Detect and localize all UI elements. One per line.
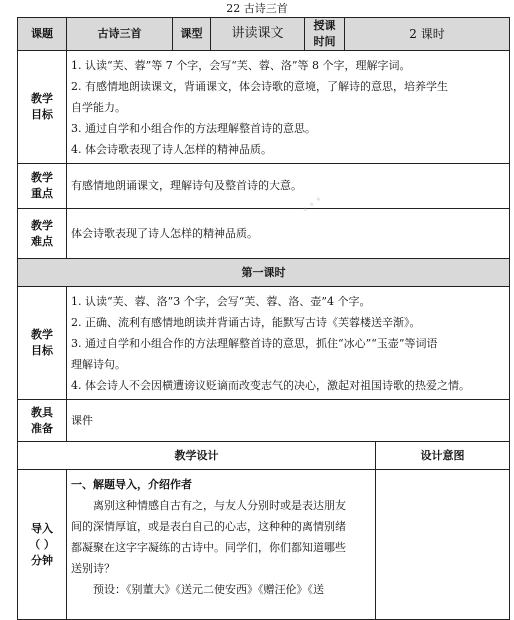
intro-heading: 一、解题导入，介绍作者: [71, 478, 192, 491]
intro-line: 离别这种情感自古有之，与友人分别时或是表达朋友: [93, 499, 346, 512]
hours-value: 2 课时: [345, 18, 510, 51]
goal-line: 4. 体会诗人不会因横遭谤议贬谪而改变志气的决心，激起对祖国诗歌的热爱之情。: [71, 378, 470, 392]
goal-line: 2. 正确、流利有感情地朗读并背诵古诗，能默写古诗《芙蓉楼送辛渐》。: [71, 315, 421, 329]
subject-label: 课题: [18, 18, 67, 51]
goals-content: [67, 51, 510, 164]
key-points-row: [18, 164, 510, 209]
document-title: 22 古诗三首: [226, 2, 288, 15]
goal-line: 1. 认读“芙、蓉、洛”3 个字，会写“芙、蓉、洛、壶”4 个字。: [71, 294, 371, 308]
lesson1-title-row: [18, 259, 510, 287]
intro-preset: 预设：《别董大》《送元二使安西》《赠汪伦》《送: [93, 583, 324, 596]
lesson1-goals-content: [67, 287, 510, 400]
design-header-row: [18, 442, 510, 470]
goal-line: 自学能力。: [71, 100, 126, 114]
type-label: 课型: [173, 18, 211, 51]
key-points-label: 教学 重点: [18, 164, 67, 209]
materials-row: [18, 400, 510, 442]
intro-row: [18, 470, 510, 620]
materials-content: 课件: [67, 400, 510, 442]
materials-label: 教具 准备: [18, 400, 67, 442]
difficulties-row: [18, 209, 510, 259]
subject-value: 古诗三首: [67, 18, 173, 51]
goal-line: 3. 通过自学和小组合作的方法理解整首诗的意思，抓住“冰心”“玉壶”等词语: [71, 336, 438, 350]
difficulties-content: 体会诗歌表现了诗人怎样的精神品质。: [67, 209, 510, 259]
intro-line: 送别诗？: [71, 562, 115, 575]
goal-line: 4. 体会诗歌表现了诗人怎样的精神品质。: [71, 142, 272, 156]
key-points-content: 有感情地朗诵课文，理解诗句及整首诗的大意。: [67, 164, 510, 209]
hours-label: 授课 时间: [305, 18, 345, 51]
lesson1-title: 第一课时: [18, 259, 510, 287]
lesson-plan-table: [17, 17, 510, 620]
intro-label: 导入 （ ） 分钟: [18, 470, 67, 620]
intro-intent: [376, 470, 510, 620]
intro-line: 间的深情厚谊，或是表白自己的心志，这种种的离情别绪: [71, 520, 346, 533]
intro-content: [67, 470, 376, 620]
goals-row: [18, 51, 510, 164]
lesson1-goals-label: 教学 目标: [18, 287, 67, 400]
goal-line: 3. 通过自学和小组合作的方法理解整首诗的意思。: [71, 121, 316, 135]
goal-line: 理解诗句。: [71, 357, 126, 371]
design-header: 教学设计: [18, 442, 376, 470]
goal-line: 2. 有感情地朗读课文，背诵课文，体会诗歌的意境，了解诗的意思，培养学生: [71, 79, 448, 93]
lesson1-goals-row: [18, 287, 510, 400]
header-row: [18, 18, 510, 51]
intro-line: 都凝聚在这字字凝练的古诗中。同学们，你们都知道哪些: [71, 541, 346, 554]
goal-line: 1. 认读“芙、蓉”等 7 个字，会写“芙、蓉、洛”等 8 个字，理解字词。: [71, 58, 411, 72]
watermark: ···: [293, 185, 332, 225]
intent-header: 设计意图: [376, 442, 510, 470]
goals-label: 教学 目标: [18, 51, 67, 164]
difficulties-label: 教学 难点: [18, 209, 67, 259]
type-value: 讲读课文: [211, 18, 305, 51]
